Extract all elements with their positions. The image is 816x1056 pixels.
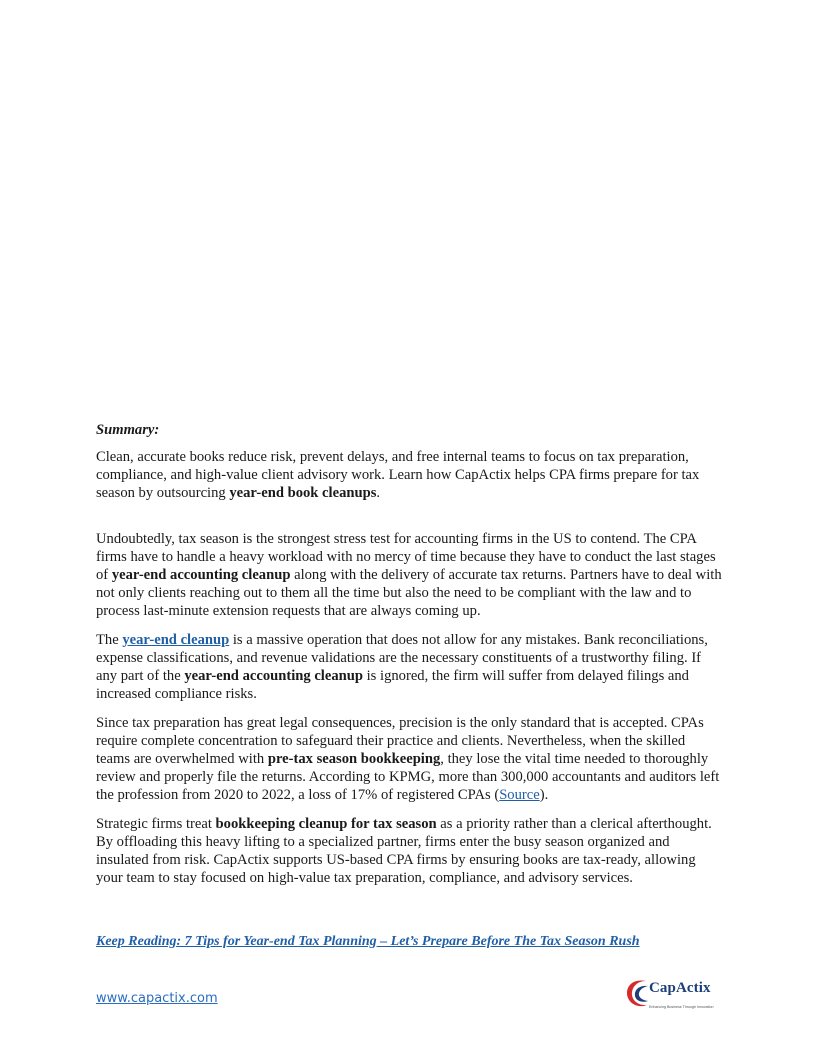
paragraph-text: , they lose the vital time needed to thoroughly review and properly file the returns. According to KPMG, more than 300,000 accountants and auditors left the profession from 2020 to 2022, a loss of 17% of registered CPAs ( <box>96 751 720 803</box>
summary-text <box>96 448 722 502</box>
logo-swoosh-icon <box>622 976 652 1010</box>
paragraph-text: is a massive operation that does not allow for any mistakes. Bank reconciliations, expense classifications, and revenue validations are the necessary constituents of a trustworthy filing. If any part of the <box>96 632 708 684</box>
summary-bold-phrase: year-end book cleanups <box>229 485 377 501</box>
paragraph-text: along with the delivery of accurate tax returns. Partners have to deal with not only clients reaching out to them all the time but also the need to be compliant with the law and to process last-minute extension requests that are always coming up. <box>96 567 722 619</box>
article-body <box>96 421 722 898</box>
bold-phrase: year-end accounting cleanup <box>184 668 363 684</box>
paragraph-text: Strategic firms treat <box>96 816 216 832</box>
paragraph-text: Undoubtedly, tax season is the strongest stress test for accounting firms in the US to contend. The CPA firms have to handle a heavy workload with no mercy of time because they have to conduct the last stages of <box>96 531 716 583</box>
source-link[interactable]: Source <box>499 787 540 803</box>
paragraph-text: The <box>96 632 123 648</box>
bold-phrase: pre-tax season bookkeeping <box>267 751 441 767</box>
paragraph-text: ). <box>539 787 549 803</box>
bold-phrase: year-end accounting cleanup <box>111 567 291 583</box>
capactix-logo <box>622 976 722 1010</box>
paragraph-intro <box>96 530 722 620</box>
logo-tagline: Enhancing Business Through Innovation <box>649 1005 714 1009</box>
bold-phrase: bookkeeping cleanup for tax season <box>215 816 437 832</box>
paragraph-text: Since tax preparation has great legal consequences, precision is the only standard that is accepted. CPAs require complete concentration to safeguard their practice and clients. Nevertheless, when the skilled teams are overwhelmed with <box>96 715 704 767</box>
year-end-cleanup-link[interactable]: year-end cleanup <box>122 632 230 648</box>
summary-text-part: Clean, accurate books reduce risk, prevent delays, and free internal teams to focus on tax preparation, compliance, and high-value client advisory work. Learn how CapActix helps CPA firms prepare for tax season by outsourcing <box>96 449 700 501</box>
paragraph-precision <box>96 714 722 804</box>
paragraph-strategic <box>96 815 722 887</box>
paragraph-cleanup <box>96 631 722 703</box>
paragraph-text: as a priority rather than a clerical afterthought. By offloading this heavy lifting to a specialized partner, firms enter the busy season organized and insulated from risk. CapActix supports US-based CPA firms by ensuring books are tax-ready, allowing your team to stay focused on high-value tax preparation, compliance, and advisory services. <box>96 816 712 886</box>
summary-heading: Summary: <box>96 422 160 438</box>
footer-website-link[interactable]: www.capactix.com <box>96 991 218 1006</box>
summary-text-end: . <box>376 485 381 501</box>
keep-reading-link[interactable]: Keep Reading: 7 Tips for Year-end Tax Planning – Let’s Prepare Before The Tax Season Rush <box>96 934 640 949</box>
paragraph-text: is ignored, the firm will suffer from delayed filings and increased compliance risks. <box>96 668 689 702</box>
logo-wordmark: CapActix <box>649 980 711 996</box>
